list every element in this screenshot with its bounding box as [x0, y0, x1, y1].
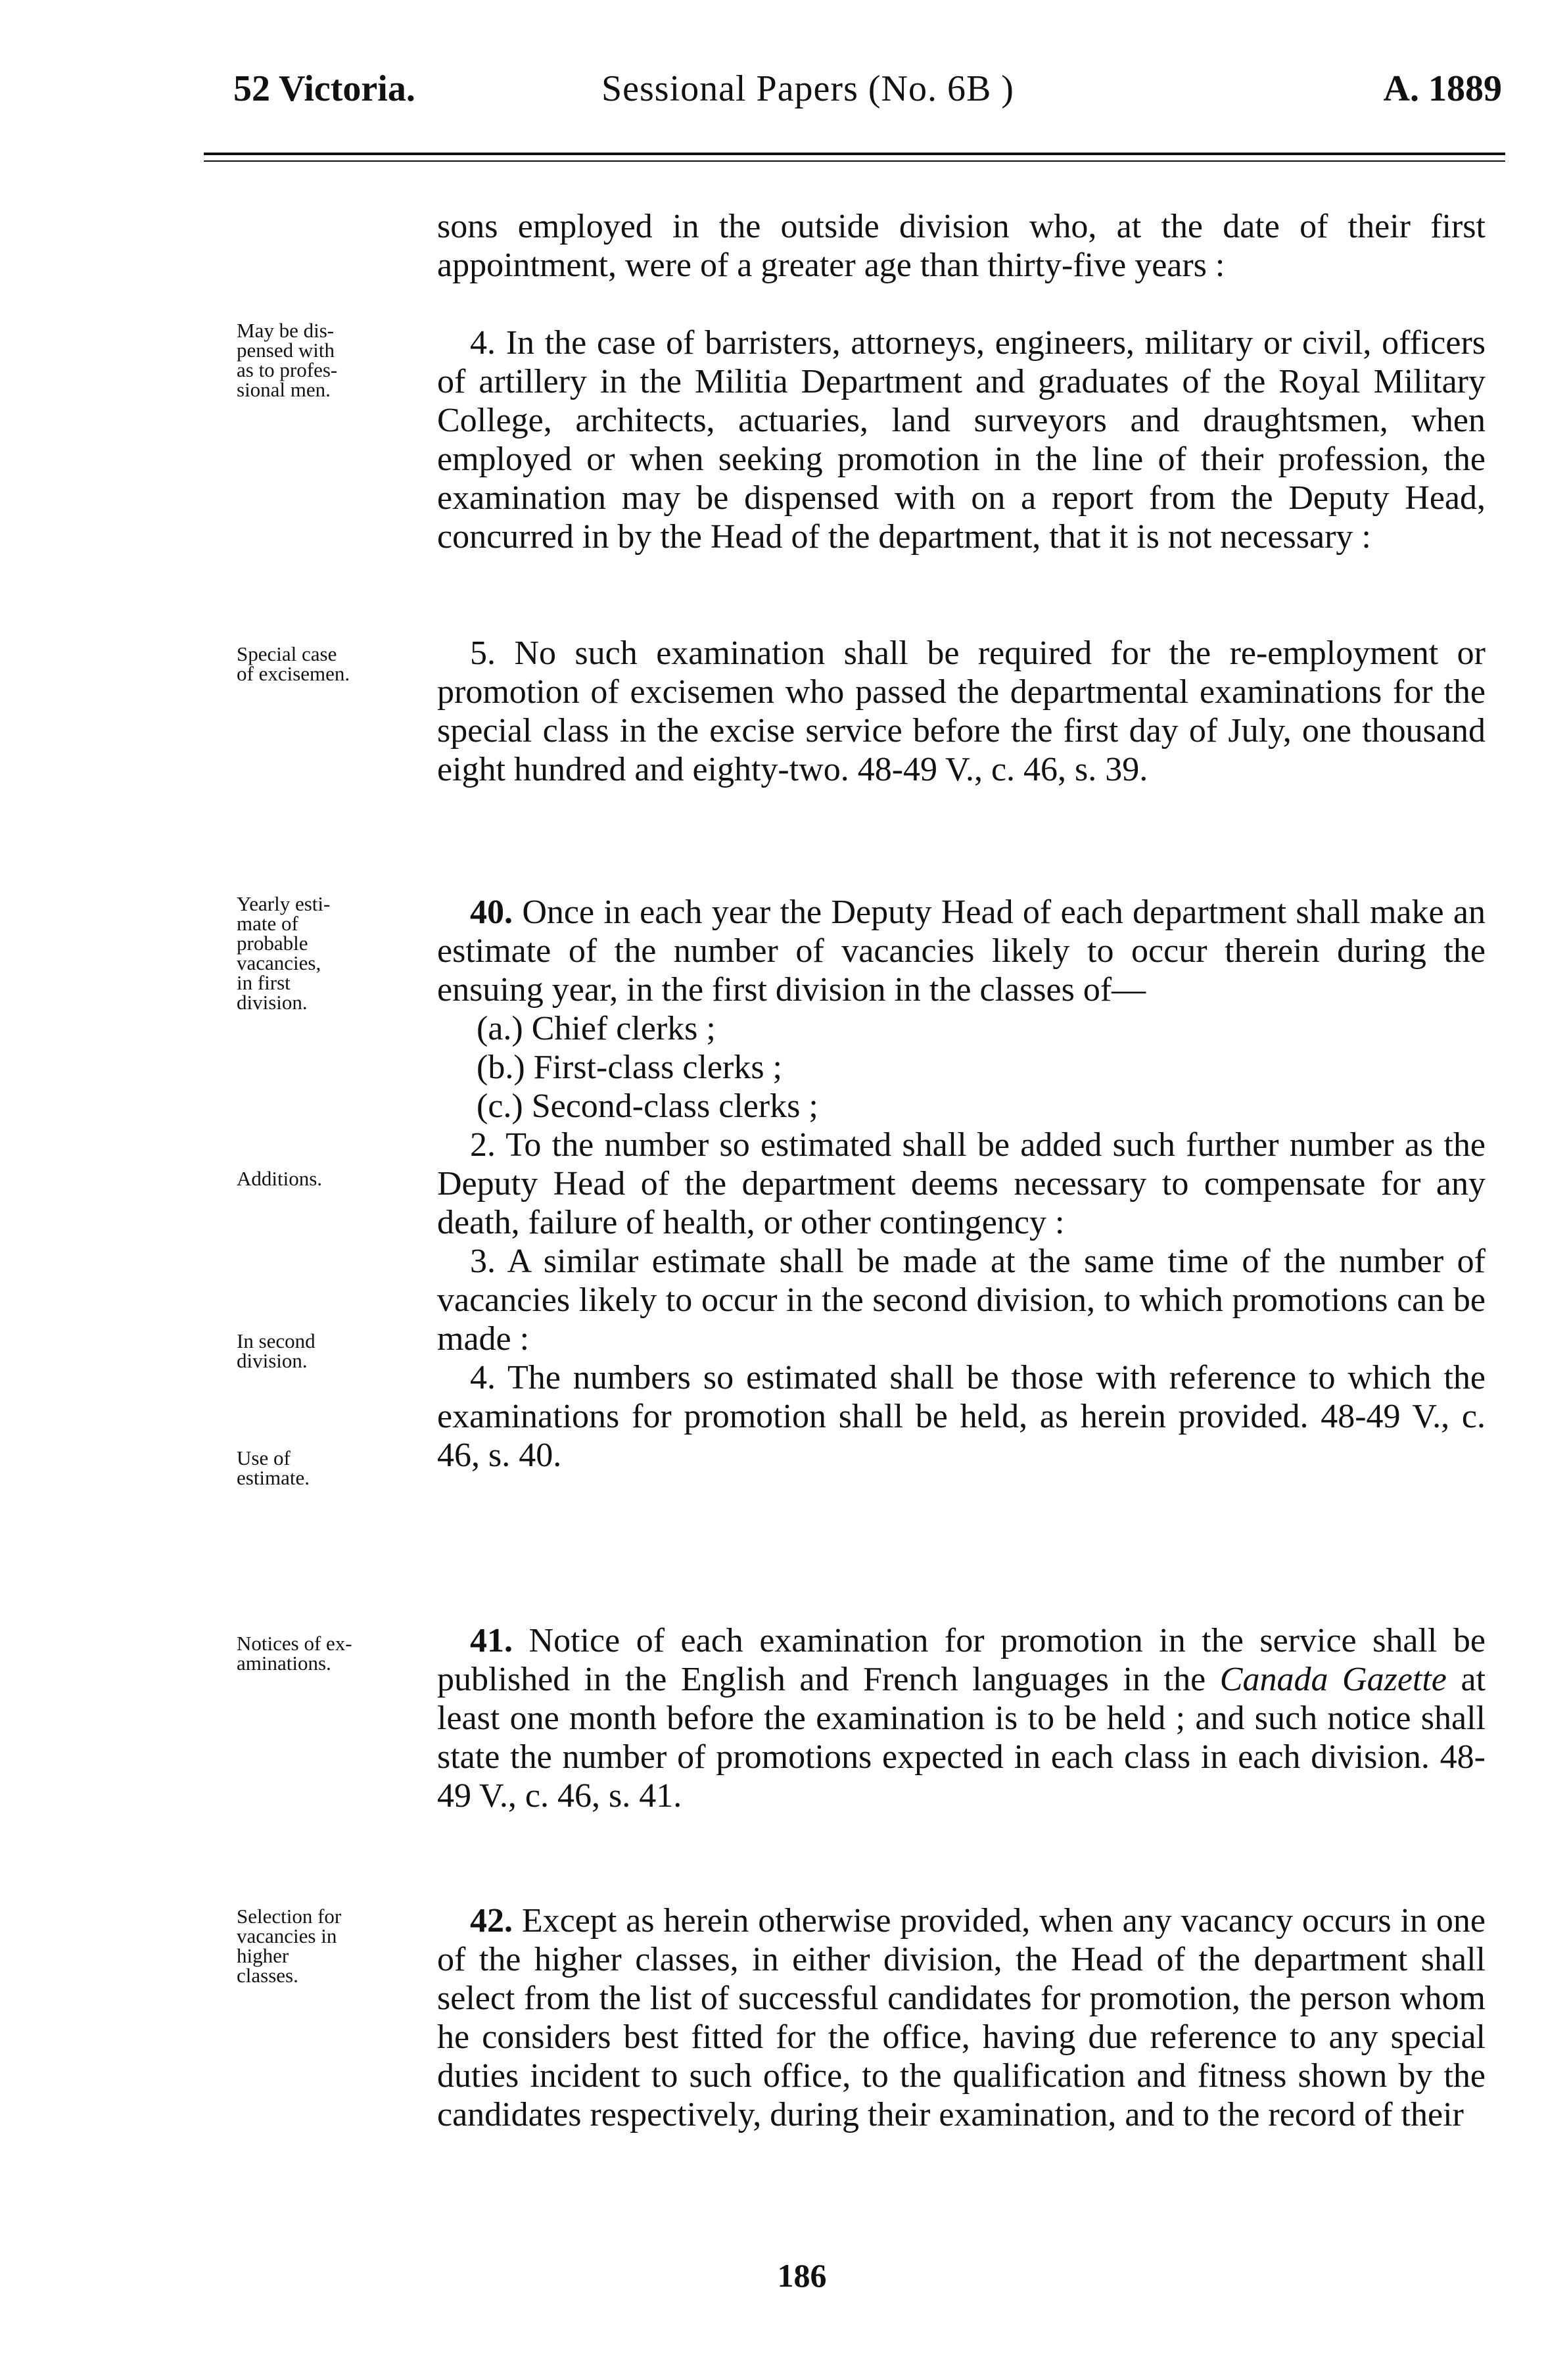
header-rule-thick [204, 153, 1505, 155]
continuation-text: sons employed in the outside division who, at the date of their first appointment, were of a greater age than thirty-five years : [437, 208, 1486, 284]
section-40-sub-4: 4. The numbers so estimated shall be those with reference to which the examinations for promotion shall be held, as herein provided. 48-49 V., c. 46, s. 40. [437, 1359, 1486, 1474]
continuation-paragraph [437, 207, 1486, 285]
section-41 [437, 1621, 1486, 1815]
section-41-text-b: at least one month before the examination is to be held ; and such notice shall state the number of promotions expected in each class in each division. 48-49 V., c. 46, s. 41. [437, 1661, 1486, 1815]
section-41-number: 41. [470, 1622, 513, 1659]
section-40-sub-3: 3. A similar estimate shall be made at the same time of the number of vacancies likely to occur in the second division, to which promotions can be made : [437, 1243, 1486, 1358]
section-40-number: 40. [470, 893, 513, 931]
margin-note-professional: May be dis- pensed with as to profes- sional men. [237, 319, 338, 401]
section-40-intro-text: Once in each year the Deputy Head of each department shall make an estimate of the number of vacancies likely to occur therein during the ensuing year, in the first division in the classes of— [437, 893, 1486, 1009]
section-41-text-a: Notice of each examination for promotion in the service shall be published in the English and French languages in the [437, 1622, 1486, 1698]
margin-note-use-of-estimate: Use of estimate. [237, 1446, 310, 1489]
page-header [233, 62, 1502, 115]
paragraph-4-text: 4. In the case of barristers, attorneys, engineers, military or civil, officers of artillery in the Militia Department and graduates of the Royal Military College, architects, actuaries, land surveyors and draughtsmen, when employed or when seeking promotion in the line of their profession, the examination may be dispensed with on a report from the Deputy Head, concurred in by the Head of the department, that it is not necessary : [437, 324, 1486, 556]
margin-note-second-division: In second division. [237, 1329, 316, 1372]
paragraph-4-professional [437, 323, 1486, 556]
header-title: Sessional Papers (No. 6B ) [601, 68, 1014, 109]
section-42-text [437, 1901, 1486, 2134]
section-40 [437, 893, 1486, 1475]
section-42-number: 42. [470, 1902, 513, 1940]
section-42 [437, 1901, 1486, 2134]
paragraph-5-excisemen [437, 634, 1486, 789]
section-40-item-b: (b.) First-class clerks ; [477, 1049, 783, 1086]
paragraph-5-text: 5. No such examination shall be required for the re-employment or promotion of excisemen who passed the departmental examinations for the special class in the excise service before the first day of July, one thousand eight hundred and eighty-two. 48-49 V., c. 46, s. 39. [437, 634, 1486, 788]
section-40-sub-2: 2. To the number so estimated shall be added such further number as the Deputy Head of the department deems necessary to compensate for any death, failure of health, or other contingency : [437, 1126, 1486, 1241]
margin-note-additions: Additions. [237, 1167, 323, 1190]
section-41-text [437, 1621, 1486, 1815]
margin-note-notices: Notices of ex- aminations. [237, 1632, 352, 1675]
page-number: 186 [777, 2257, 827, 2294]
header-year: A. 1889 [1383, 68, 1502, 109]
section-40-intro [437, 893, 1486, 1009]
section-40-item-c: (c.) Second-class clerks ; [477, 1087, 818, 1125]
margin-note-yearly-estimate: Yearly esti- mate of probable vacancies, in first division. [237, 892, 331, 1014]
section-40-item-a: (a.) Chief clerks ; [477, 1010, 716, 1047]
header-rule-thin [204, 160, 1505, 162]
margin-note-excisemen: Special case of excisemen. [237, 642, 350, 685]
canada-gazette-title: Canada Gazette [1219, 1661, 1447, 1698]
header-regnal-year: 52 Victoria. [233, 68, 415, 109]
margin-note-selection: Selection for vacancies in higher classes. [237, 1905, 342, 1987]
section-42-body: Except as herein otherwise provided, when any vacancy occurs in one of the higher classes, in either division, the Head of the department shall select from the list of successful candidates for promotion, the person whom he considers best fitted for the office, having due reference to any special duties incident to such office, to the qualification and fitness shown by the candidates respectively, during their examination, and to the record of their [437, 1902, 1486, 2133]
